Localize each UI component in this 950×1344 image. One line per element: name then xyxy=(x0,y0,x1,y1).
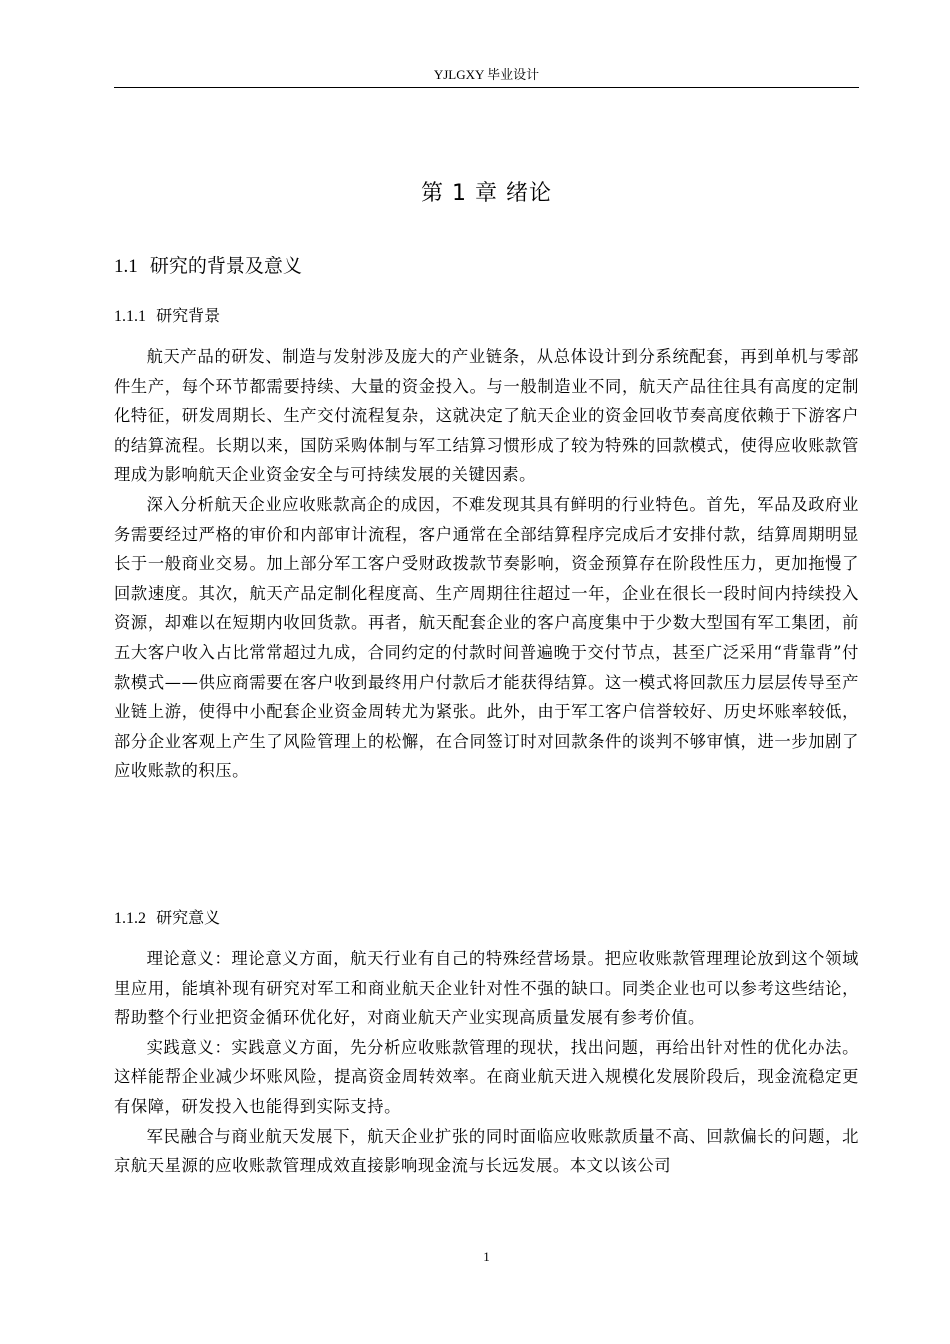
subsection-number: 1.1.2 xyxy=(114,910,146,927)
subsection-title-text: 研究意义 xyxy=(156,908,221,927)
running-header: YJLGXY 毕业设计 xyxy=(433,67,540,82)
subsection-number: 1.1.1 xyxy=(114,308,146,325)
header-rule xyxy=(114,87,859,88)
section-title-text: 研究的背景及意义 xyxy=(149,255,302,277)
paragraph: 理论意义：理论意义方面，航天行业有自己的特殊经营场景。把应收账款管理理论放到这个领域里应用，能填补现有研究对军工和商业航天企业针对性不强的缺口。同类企业也可以参考这些结论，帮助整个行业把资金循环优化好，对商业航天产业实现高质量发展有参考价值。 xyxy=(114,949,859,1028)
paragraph: 航天产品的研发、制造与发射涉及庞大的产业链条，从总体设计到分系统配套，再到单机与零部件生产，每个环节都需要持续、大量的资金投入。与一般制造业不同，航天产品往往具有高度的定制化特征，研发周期长、生产交付流程复杂，这就决定了航天企业的资金回收节奏高度依赖于下游客户的结算流程。长期以来，国防采购体制与军工结算习惯形成了较为特殊的回款模式，使得应收账款管理成为影响航天企业资金安全与可持续发展的关键因素。 xyxy=(114,347,859,485)
background-body xyxy=(114,342,859,786)
paragraph: 军民融合与商业航天发展下，航天企业扩张的同时面临应收账款质量不高、回款偏长的问题，北京航天星源的应收账款管理成效直接影响现金流与长远发展。本文以该公司 xyxy=(114,1126,859,1176)
section-number: 1.1 xyxy=(114,256,138,277)
paragraph: 实践意义：实践意义方面，先分析应收账款管理的现状，找出问题，再给出针对性的优化办法。这样能帮企业减少坏账风险，提高资金周转效率。在商业航天进入规模化发展阶段后，现金流稳定更有保障，研发投入也能得到实际支持。 xyxy=(114,1037,859,1116)
section-heading-1-1 xyxy=(114,252,302,281)
subsection-heading-1-1-2 xyxy=(114,906,220,931)
significance-body xyxy=(114,944,859,1181)
chapter-title: 第 1 章 绪论 xyxy=(421,181,552,206)
subsection-heading-1-1-1 xyxy=(114,304,220,329)
paragraph: 深入分析航天企业应收账款高企的成因，不难发现其具有鲜明的行业特色。首先，军品及政府业务需要经过严格的审价和内部审计流程，客户通常在全部结算程序完成后才安排付款，结算周期明显长于一般商业交易。加上部分军工客户受财政拨款节奏影响，资金预算存在阶段性压力，更加拖慢了回款速度。其次，航天产品定制化程度高、生产周期往往超过一年，企业在很长一段时间内持续投入资源，却难以在短期内收回货款。再者，航天配套企业的客户高度集中于少数大型国有军工集团，前五大客户收入占比常常超过九成，合同约定的付款时间普遍晚于交付节点，甚至广泛采用“背靠背”付款模式——供应商需要在客户收到最终用户付款后才能获得结算。这一模式将回款压力层层传导至产业链上游，使得中小配套企业资金周转尤为紧张。此外，由于军工客户信誉较好、历史坏账率较低，部分企业客观上产生了风险管理上的松懈，在合同签订时对回款条件的谈判不够审慎，进一步加剧了应收账款的积压。 xyxy=(114,494,859,781)
page-number: 1 xyxy=(483,1249,490,1264)
subsection-title-text: 研究背景 xyxy=(156,306,221,325)
